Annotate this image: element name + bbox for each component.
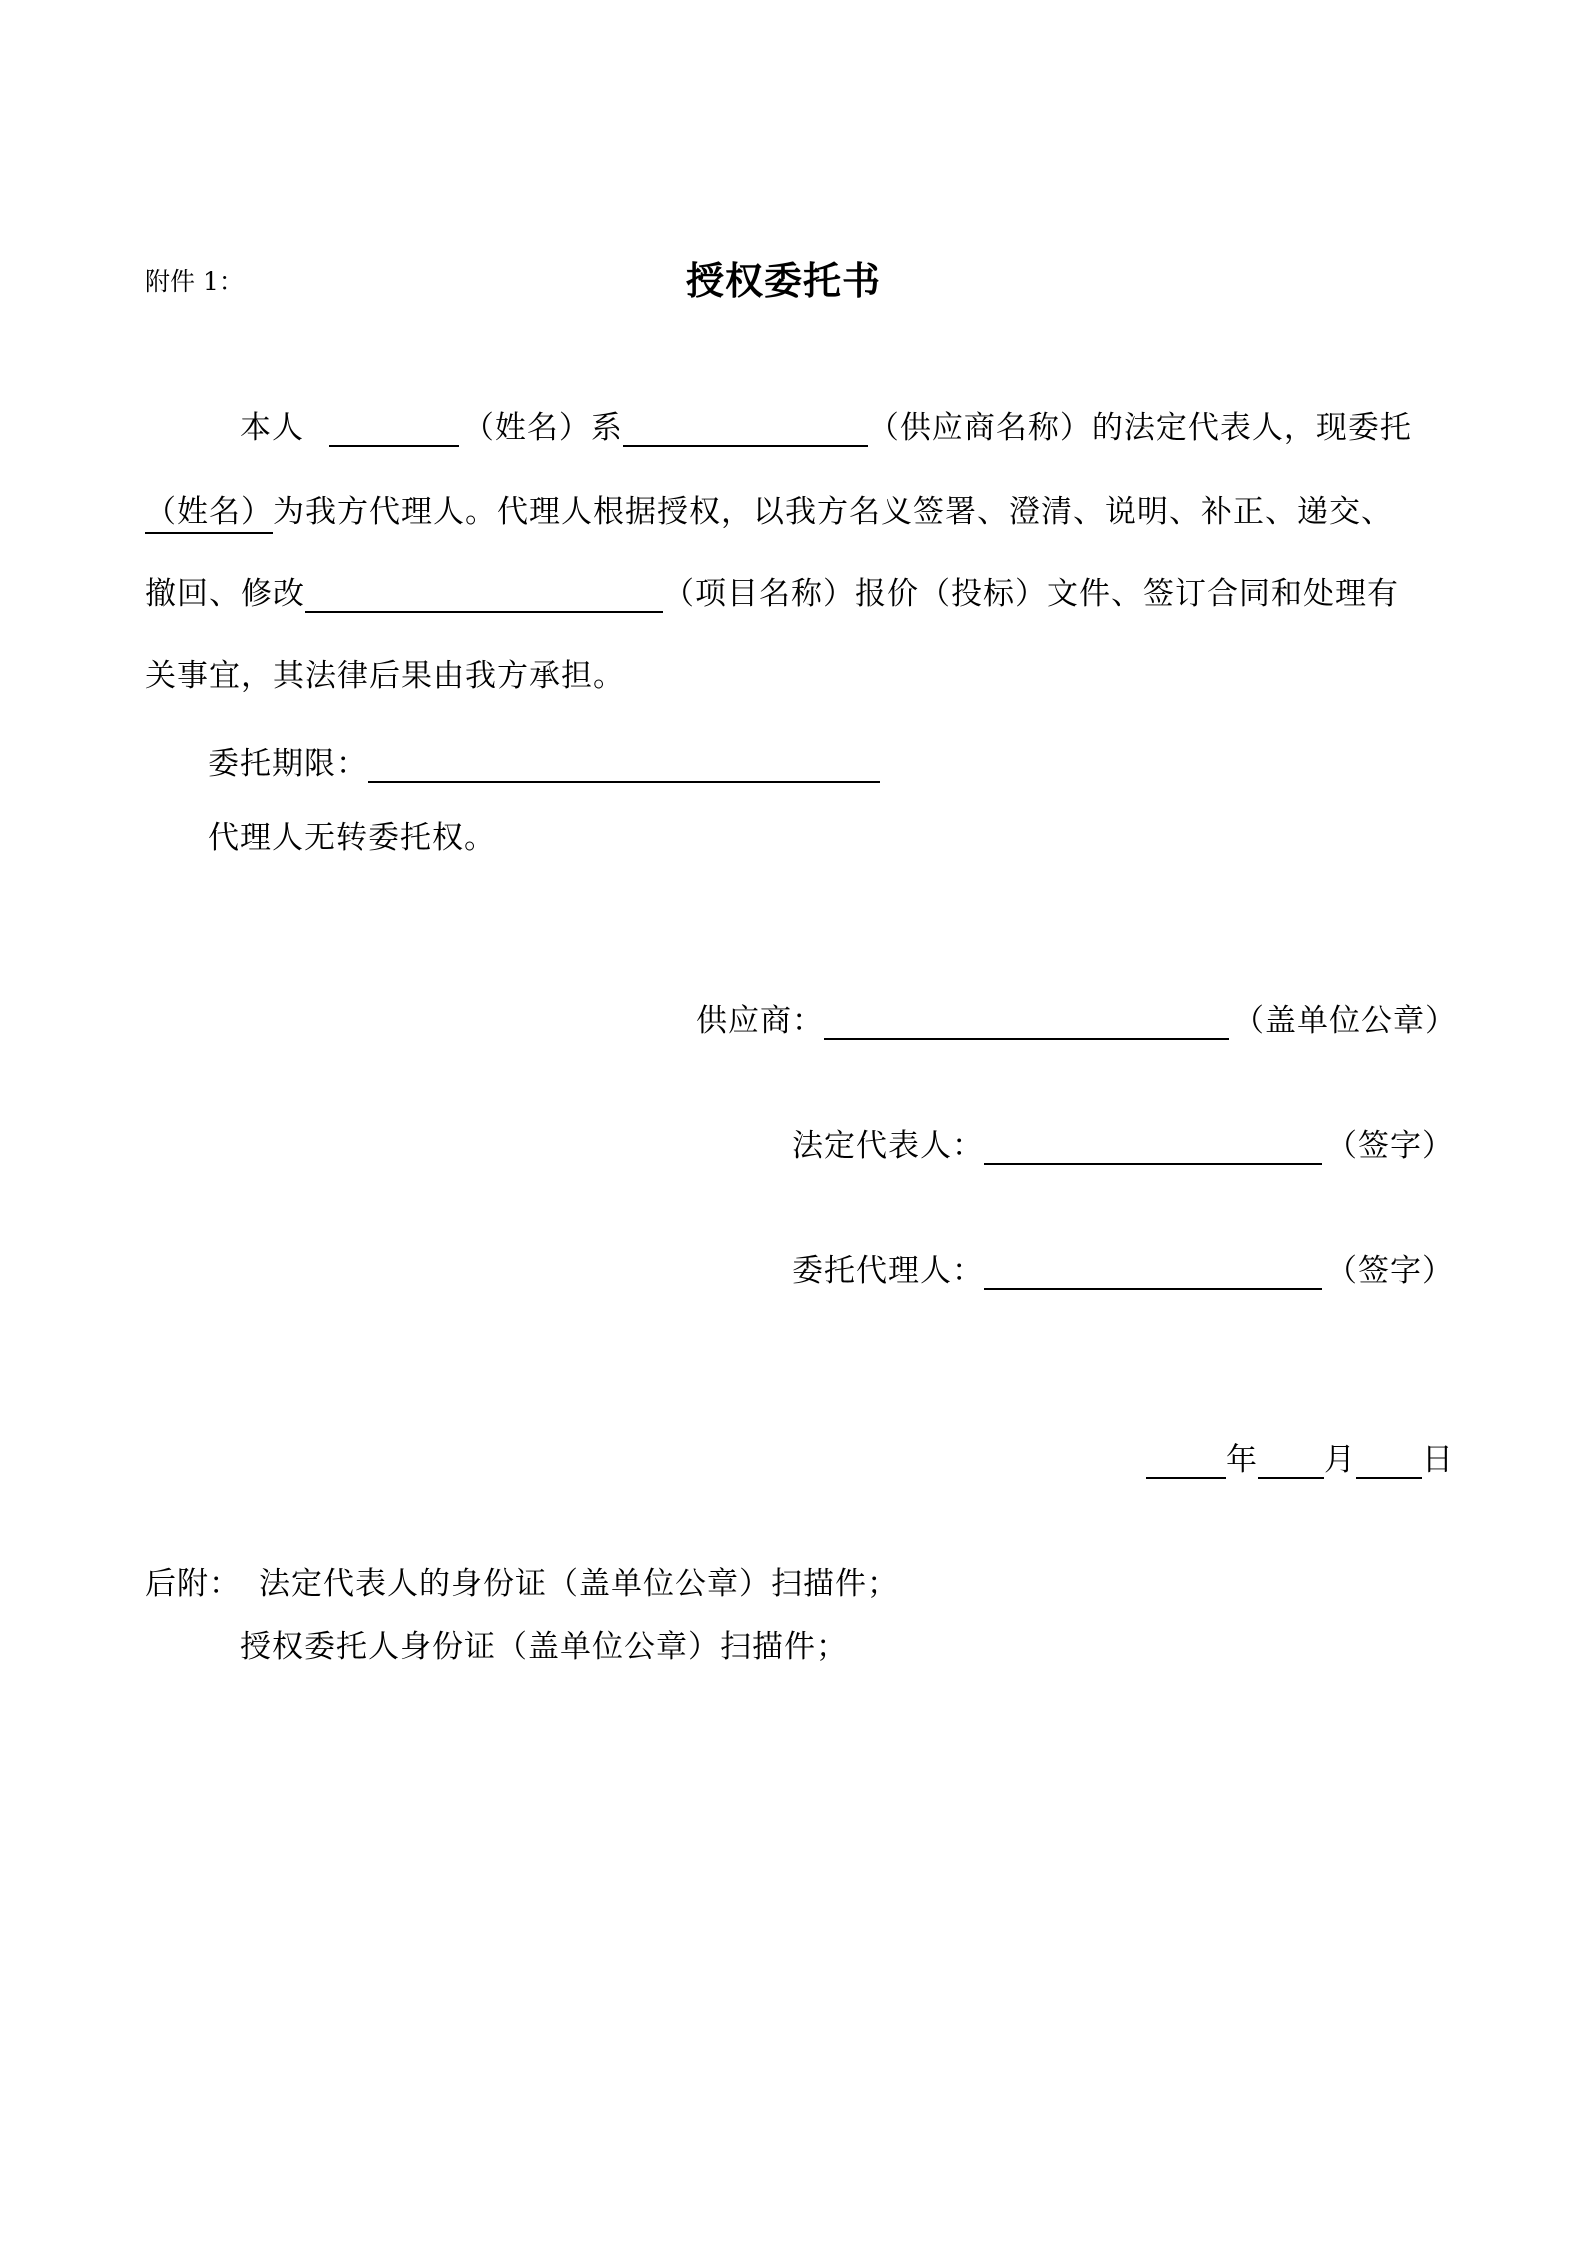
project-name-text: （项目名称）报价（投标）文件、签订合同和处理有 (663, 576, 1399, 612)
day-label: 日 (1422, 1442, 1454, 1478)
paragraph-line-3 (145, 568, 1399, 613)
agent-name-underlined[interactable]: （姓名） (145, 494, 273, 534)
supplier-name-hint: （供应商名称） (867, 410, 1092, 446)
legal-rep-signature-line (792, 1120, 1454, 1165)
term-line (208, 738, 880, 783)
document-title: 授权委托书 (686, 259, 882, 303)
no-delegation-text: 代理人无转委托权。 (208, 820, 496, 856)
relation-text: 系 (590, 410, 623, 446)
legal-rep-sign-note: （签字） (1326, 1128, 1454, 1164)
agent-blank[interactable] (984, 1254, 1322, 1290)
paragraph-line-1 (240, 402, 1412, 447)
year-label: 年 (1226, 1442, 1258, 1478)
paragraph-line-4: 关事宜，其法律后果由我方承担。 (145, 658, 625, 694)
agent-label: 委托代理人： (792, 1253, 984, 1289)
attachment-label: 附件 1： (145, 267, 244, 296)
legal-rep-text: 的法定代表人，现委托 (1091, 410, 1412, 446)
appendix-line-1 (145, 1558, 899, 1603)
appendix-label: 后附： (145, 1566, 241, 1602)
year-blank[interactable] (1146, 1443, 1226, 1479)
withdraw-modify-text: 撤回、修改 (145, 576, 305, 612)
month-blank[interactable] (1258, 1443, 1324, 1479)
name-hint: （姓名） (462, 410, 591, 446)
supplier-label: 供应商： (696, 1003, 824, 1039)
appendix-item-1: 法定代表人的身份证（盖单位公章）扫描件； (259, 1566, 899, 1602)
paragraph-line-2 (145, 486, 1393, 531)
supplier-name-blank[interactable] (623, 411, 868, 447)
legal-rep-blank[interactable] (984, 1129, 1322, 1165)
text-benren: 本人 (240, 410, 304, 446)
supplier-blank[interactable] (824, 1004, 1229, 1040)
appendix-item-2: 授权委托人身份证（盖单位公章）扫描件； (240, 1629, 848, 1665)
project-name-blank[interactable] (305, 577, 663, 613)
term-blank[interactable] (368, 747, 880, 783)
day-blank[interactable] (1356, 1443, 1422, 1479)
agent-authority-text: 为我方代理人。代理人根据授权，以我方名义签署、澄清、说明、补正、递交、 (273, 494, 1393, 530)
legal-rep-label: 法定代表人： (792, 1128, 984, 1164)
supplier-seal-note: （盖单位公章） (1233, 1003, 1457, 1039)
name-blank[interactable] (329, 411, 459, 447)
agent-signature-line (792, 1245, 1454, 1290)
agent-sign-note: （签字） (1326, 1253, 1454, 1289)
month-label: 月 (1324, 1442, 1356, 1478)
supplier-signature-line (696, 995, 1457, 1040)
term-label: 委托期限： (208, 746, 368, 782)
date-line (1146, 1434, 1454, 1479)
